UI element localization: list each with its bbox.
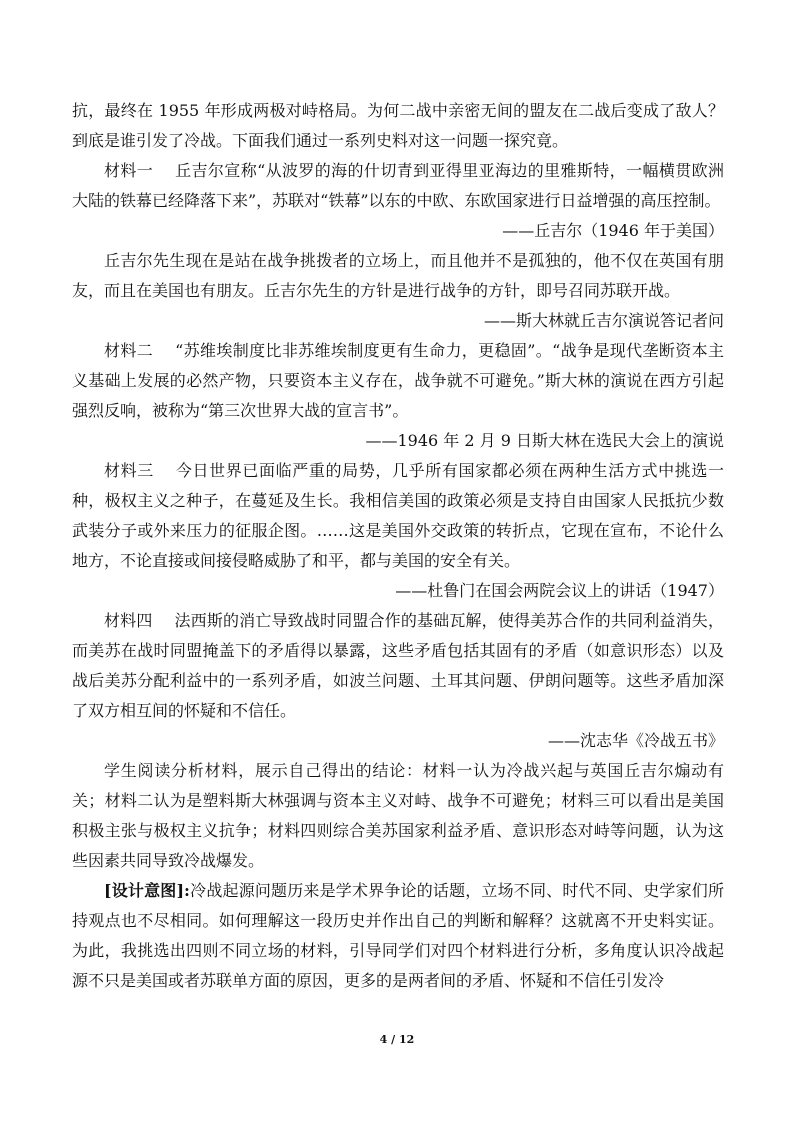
design-intent-label: [设计意图]: (104, 881, 190, 900)
material-4-source: ——沈志华《冷战五书》 (547, 731, 724, 750)
material-2-label: 材料二 (104, 341, 154, 360)
design-intent (72, 876, 724, 996)
material-4-label: 材料四 (104, 611, 153, 630)
material-1-label: 材料一 (104, 161, 154, 180)
material-4-text: 法西斯的消亡导致战时同盟合作的基础瓦解，使得美苏合作的共同利益消失，而美苏在战时同盟掩盖下的矛盾得以暴露，这些矛盾包括其固有的矛盾（如意识形态）以及战后美苏分配利益中的一系列矛盾，如波兰问题、土耳其问题、伊朗问题等。这些矛盾加深了双方相互间的怀疑和不信任。 (72, 611, 724, 720)
material-3-text: 今日世界已面临严重的局势，几乎所有国家都必须在两种生活方式中挑选一种，极权主义之种子，在蔓延及生长。我相信美国的政策必须是支持自由国家人民抵抗少数武装分子或外来压力的征服企图。……这是美国外交政策的转折点，它现在宣布，不论什么地方，不论直接或间接侵略威胁了和平，都与美国的安全有关。 (72, 461, 724, 570)
material-1-reply: 丘吉尔先生现在是站在战争挑拨者的立场上，而且他并不是孤独的，他不仅在英国有朋友，而且在美国也有朋友。丘吉尔先生的方针是进行战争的方针，即号召同苏联开战。 (72, 251, 724, 300)
intro-paragraph: 抗，最终在 1955 年形成两极对峙格局。为何二战中亲密无间的盟友在二战后变成了敌人？到底是谁引发了冷战。下面我们通过一系列史料对这一问题一探究竟。 (72, 101, 724, 150)
material-2-source: ——1946 年 2 月 9 日斯大林在选民大会上的演说 (365, 431, 724, 450)
material-2-text: “苏维埃制度比非苏维埃制度更有生命力，更稳固”。“战争是现代垄断资本主义基础上发展的必然产物，只要资本主义存在，战争就不可避免。”斯大林的演说在西方引起强烈反响，被称为“第三次世界大战的宣言书”。 (72, 341, 724, 420)
material-3-label: 材料三 (104, 461, 154, 480)
material-1 (72, 156, 724, 216)
page-number: 4 / 12 (379, 1033, 415, 1046)
design-intent-text: 冷战起源问题历来是学术界争论的话题，立场不同、时代不同、史学家们所持观点也不尽相同。如何理解这一段历史并作出自己的判断和解释？这就离不开史料实证。为此，我挑选出四则不同立场的材料，引导同学们对四个材料进行分析，多角度认识冷战起源不只是美国或者苏联单方面的原因，更多的是两者间的矛盾、怀疑和不信任引发冷 (72, 881, 724, 990)
material-3-source: ——杜鲁门在国会两院会议上的讲话（1947） (395, 581, 724, 600)
material-1-reply-source: ——斯大林就丘吉尔演说答记者问 (483, 311, 724, 330)
material-2 (72, 336, 724, 426)
document-body (72, 96, 724, 996)
material-3 (72, 456, 724, 576)
material-1-source: ——丘吉尔（1946 年于美国） (502, 221, 724, 240)
students-conclusion: 学生阅读分析材料，展示自己得出的结论：材料一认为冷战兴起与英国丘吉尔煽动有关；材料二认为是塑料斯大林强调与资本主义对峙、战争不可避免；材料三可以看出是美国积极主张与极权主义抗争；材料四则综合美苏国家利益矛盾、意识形态对峙等问题，认为这些因素共同导致冷战爆发。 (72, 761, 724, 870)
material-1-text: 丘吉尔宣称“从波罗的海的什切青到亚得里亚海边的里雅斯特，一幅横贯欧洲大陆的铁幕已经降落下来”，苏联对“铁幕”以东的中欧、东欧国家进行日益增强的高压控制。 (72, 161, 724, 210)
material-4 (72, 606, 724, 726)
